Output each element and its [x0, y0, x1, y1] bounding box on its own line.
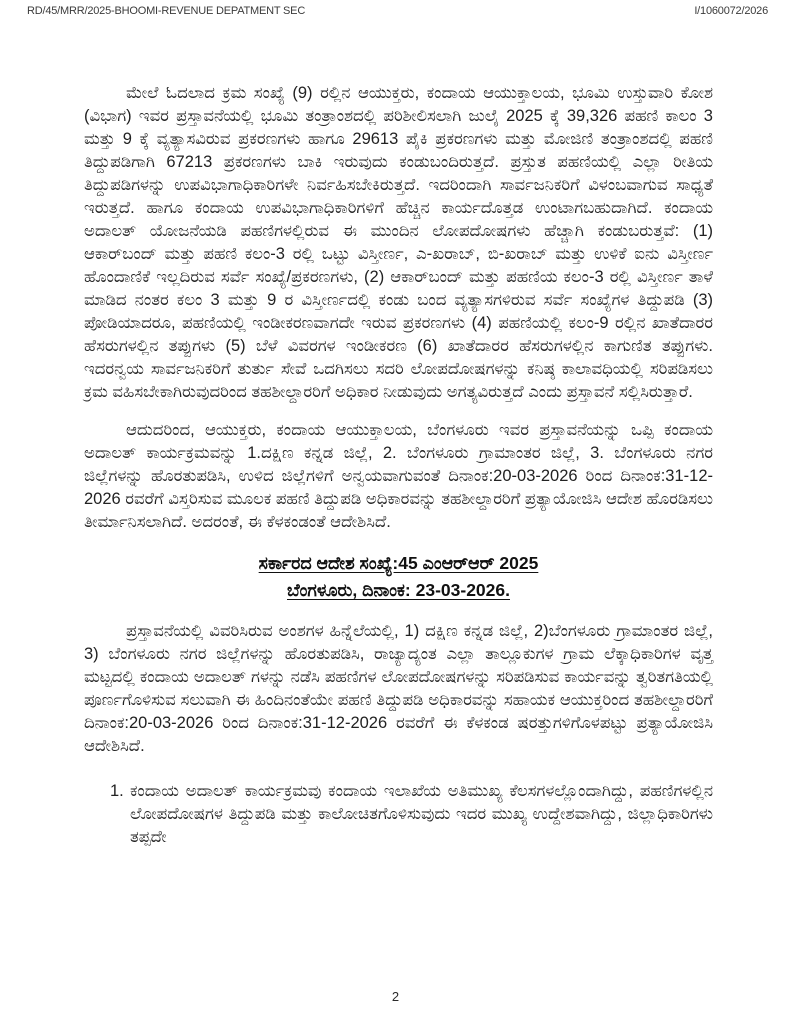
- list-item: [84, 780, 713, 849]
- order-number-line: ಸರ್ಕಾರದ ಆದೇಶ ಸಂಖ್ಯೆ:45 ಎಂಆರ್‌ಆರ್ 2025: [258, 553, 539, 573]
- order-place-date-line: ಬೆಂಗಳೂರು, ದಿನಾಂಕ: 23-03-2026.: [287, 580, 510, 600]
- list-item-text: ಕಂದಾಯ ಅದಾಲತ್ ಕಾರ್ಯಕ್ರಮವು ಕಂದಾಯ ಇಲಾಖೆಯ ಅತಿಮುಖ್ಯ ಕೆಲಸಗಳಲ್ಲೊಂದಾಗಿದ್ದು, ಪಹಣಿಗಳಲ್ಲಿನ ಲೋಪದೋಷಗಳ ತಿದ್ದುಪಡಿ ಮತ್ತು ಕಾಲೋಚಿತಗೊಳಿಸುವುದು ಇದರ ಮುಖ್ಯ ಉದ್ದೇಶವಾಗಿದ್ದು, ಜಿಲ್ಲಾಧಿಕಾರಿಗಳು ತಪ್ಪದೇ: [130, 782, 713, 846]
- header-reference-number: I/1060072/2026: [694, 5, 768, 17]
- list-item-number: 1.: [110, 782, 124, 800]
- paragraph-order-details: ಪ್ರಸ್ತಾವನೆಯಲ್ಲಿ ವಿವರಿಸಿರುವ ಅಂಶಗಳ ಹಿನ್ನೆಲೆಯಲ್ಲಿ, 1) ದಕ್ಷಿಣ ಕನ್ನಡ ಜಿಲ್ಲೆ, 2)ಬೆಂಗಳೂರು ಗ್ರಾಮಾಂತರ ಜಿಲ್ಲೆ, 3) ಬೆಂಗಳೂರು ನಗರ ಜಿಲ್ಲೆಗಳನ್ನು ಹೊರತುಪಡಿಸಿ, ರಾಜ್ಯಾದ್ಯಂತ ಎಲ್ಲಾ ತಾಲ್ಲೂಕುಗಳ ಗ್ರಾಮ ಲೆಕ್ಕಾಧಿಕಾರಿಗಳ ವೃತ್ತ ಮಟ್ಟದಲ್ಲಿ ಕಂದಾಯ ಅದಾಲತ್ ಗಳನ್ನು ನಡೆಸಿ ಪಹಣಿಗಳ ಲೋಪದೋಷಗಳನ್ನು ಸರಿಪಡಿಸುವ ಕಾರ್ಯವನ್ನು ತ್ವರಿತಗತಿಯಲ್ಲಿ ಪೂರ್ಣಗೊಳಿಸುವ ಸಲುವಾಗಿ ಈ ಹಿಂದಿನಂತೆಯೇ ಪಹಣಿ ತಿದ್ದುಪಡಿ ಅಧಿಕಾರವನ್ನು ಸಹಾಯಕ ಆಯುಕ್ತರಿಂದ ತಹಶೀಲ್ದಾರರಿಗೆ ದಿನಾಂಕ:20-03-2026 ರಿಂದ ದಿನಾಂಕ:31-12-2026 ರವರೆಗೆ ಈ ಕೆಳಕಂಡ ಷರತ್ತುಗಳಿಗೊಳಪಟ್ಟು ಪ್ರತ್ಯಾಯೋಜಿಸಿ ಆದೇಶಿಸಿದೆ.: [84, 622, 713, 755]
- document-header: [27, 5, 768, 17]
- order-heading: [84, 550, 713, 604]
- paragraph-proposal-background: ಮೇಲೆ ಓದಲಾದ ಕ್ರಮ ಸಂಖ್ಯೆ (9) ರಲ್ಲಿನ ಆಯುಕ್ತರು, ಕಂದಾಯ ಆಯುಕ್ತಾಲಯ, ಭೂಮಿ ಉಸ್ತುವಾರಿ ಕೋಶ (ವಿಭಾಗ) ಇವರ ಪ್ರಸ್ತಾವನೆಯಲ್ಲಿ ಭೂಮಿ ತಂತ್ರಾಂಶದಲ್ಲಿ ಪರಿಶೀಲಿಸಲಾಗಿ ಜುಲೈ 2025 ಕ್ಕೆ 39,326 ಪಹಣಿ ಕಾಲಂ 3 ಮತ್ತು 9 ಕ್ಕೆ ವ್ಯತ್ಯಾಸವಿರುವ ಪ್ರಕರಣಗಳು ಹಾಗೂ 29613 ಪೈಕಿ ಪ್ರಕರಣಗಳು ಮತ್ತು ಮೋಜಿಣಿ ತಂತ್ರಾಂಶದಲ್ಲಿ ಪಹಣಿ ತಿದ್ದುಪಡಿಗಾಗಿ 67213 ಪ್ರಕರಣಗಳು ಬಾಕಿ ಇರುವುದು ಕಂಡುಬಂದಿರುತ್ತದೆ. ಪ್ರಸ್ತುತ ಪಹಣಿಯಲ್ಲಿ ಎಲ್ಲಾ ರೀತಿಯ ತಿದ್ದುಪಡಿಗಳನ್ನು ಉಪವಿಭಾಗಾಧಿಕಾರಿಗಳೇ ನಿರ್ವಹಿಸಬೇಕಿರುತ್ತದೆ. ಇದರಿಂದಾಗಿ ಸಾರ್ವಜನಿಕರಿಗೆ ವಿಳಂಬವಾಗುವ ಸಾಧ್ಯತೆ ಇರುತ್ತದೆ. ಹಾಗೂ ಕಂದಾಯ ಉಪವಿಭಾಗಾಧಿಕಾರಿಗಳಿಗೆ ಹೆಚ್ಚಿನ ಕಾರ್ಯದೊತ್ತಡ ಉಂಟಾಗಬಹುದಾಗಿದೆ. ಕಂದಾಯ ಅದಾಲತ್ ಯೋಜನೆಯಡಿ ಪಹಣಿಗಳಲ್ಲಿರುವ ಈ ಮುಂದಿನ ಲೋಪದೋಷಗಳು ಹೆಚ್ಚಾಗಿ ಕಂಡುಬರುತ್ತವೆ: (1) ಆಕಾರ್‌ಬಂದ್ ಮತ್ತು ಪಹಣಿ ಕಲಂ-3 ರಲ್ಲಿ ಒಟ್ಟು ವಿಸ್ತೀರ್ಣ, ಎ-ಖರಾಬ್, ಬಿ-ಖರಾಬ್ ಮತ್ತು ಉಳಿಕೆ ಐನು ವಿಸ್ತೀರ್ಣ ಹೊಂದಾಣಿಕೆ ಇಲ್ಲದಿರುವ ಸರ್ವೆ ಸಂಖ್ಯೆ/ಪ್ರಕರಣಗಳು, (2) ಆಕಾರ್‌ಬಂದ್ ಮತ್ತು ಪಹಣಿಯ ಕಲಂ-3 ರಲ್ಲಿ ವಿಸ್ತೀರ್ಣ ತಾಳೆ ಮಾಡಿದ ನಂತರ ಕಲಂ 3 ಮತ್ತು 9 ರ ವಿಸ್ತೀರ್ಣದಲ್ಲಿ ಕಂಡು ಬಂದ ವ್ಯತ್ಯಾಸಗಳಿರುವ ಸರ್ವೆ ಸಂಖ್ಯೆಗಳ ತಿದ್ದುಪಡಿ (3) ಪೋಡಿಯಾದರೂ, ಪಹಣಿಯಲ್ಲಿ ಇಂಡೀಕರಣವಾಗದೇ ಇರುವ ಪ್ರಕರಣಗಳು (4) ಪಹಣಿಯಲ್ಲಿ ಕಲಂ-9 ರಲ್ಲಿನ ಖಾತೆದಾರರ ಹೆಸರುಗಳಲ್ಲಿನ ತಪ್ಪುಗಳು (5) ಬೆಳೆ ವಿವರಗಳ ಇಂಡೀಕರಣ (6) ಖಾತೆದಾರರ ಹೆಸರುಗಳಲ್ಲಿನ ಕಾಗುಣಿತ ತಪ್ಪುಗಳು. ಇದರನ್ವಯ ಸಾರ್ವಜನಿಕರಿಗೆ ತುರ್ತು ಸೇವೆ ಒದಗಿಸಲು ಸದರಿ ಲೋಪದೋಷಗಳನ್ನು ಕನಿಷ್ಠ ಕಾಲಾವಧಿಯಲ್ಲಿ ಸರಿಪಡಿಸಲು ಕ್ರಮ ವಹಿಸಬೇಕಾಗಿರುವುದರಿಂದ ತಹಶೀಲ್ದಾರರಿಗೆ ಅಧಿಕಾರ ನೀಡುವುದು ಅಗತ್ಯವಿರುತ್ತದೆ ಎಂದು ಪ್ರಸ್ತಾವನೆ ಸಲ್ಲಿಸಿರುತ್ತಾರೆ.: [84, 84, 713, 401]
- header-file-number: RD/45/MRR/2025-BHOOMI-REVENUE DEPATMENT SEC: [27, 5, 306, 17]
- page-number: 2: [391, 989, 400, 1004]
- paragraph-government-decision: ಆದುದರಿಂದ, ಆಯುಕ್ತರು, ಕಂದಾಯ ಆಯುಕ್ತಾಲಯ, ಬೆಂಗಳೂರು ಇವರ ಪ್ರಸ್ತಾವನೆಯನ್ನು ಒಪ್ಪಿ ಕಂದಾಯ ಅದಾಲತ್ ಕಾರ್ಯಕ್ರಮವನ್ನು 1.ದಕ್ಷಿಣ ಕನ್ನಡ ಜಿಲ್ಲೆ, 2. ಬೆಂಗಳೂರು ಗ್ರಾಮಾಂತರ ಜಿಲ್ಲೆ, 3. ಬೆಂಗಳೂರು ನಗರ ಜಿಲ್ಲೆಗಳನ್ನು ಹೊರತುಪಡಿಸಿ, ಉಳಿದ ಜಿಲ್ಲೆಗಳಿಗೆ ಅನ್ವಯವಾಗುವಂತೆ ದಿನಾಂಕ:20-03-2026 ರಿಂದ ದಿನಾಂಕ:31-12-2026 ರವರೆಗೆ ವಿಸ್ತರಿಸುವ ಮೂಲಕ ಪಹಣಿ ತಿದ್ದುಪಡಿ ಅಧಿಕಾರವನ್ನು ತಹಶೀಲ್ದಾರರಿಗೆ ಪ್ರತ್ಯಾಯೋಜಿಸಿ ಆದೇಶ ಹೊರಡಿಸಲು ತೀರ್ಮಾನಿಸಲಾಗಿದೆ. ಅದರಂತೆ, ಈ ಕೆಳಕಂಡಂತೆ ಆದೇಶಿಸಿದೆ.: [84, 421, 713, 531]
- document-body: [84, 82, 713, 849]
- conditions-list: [84, 780, 713, 849]
